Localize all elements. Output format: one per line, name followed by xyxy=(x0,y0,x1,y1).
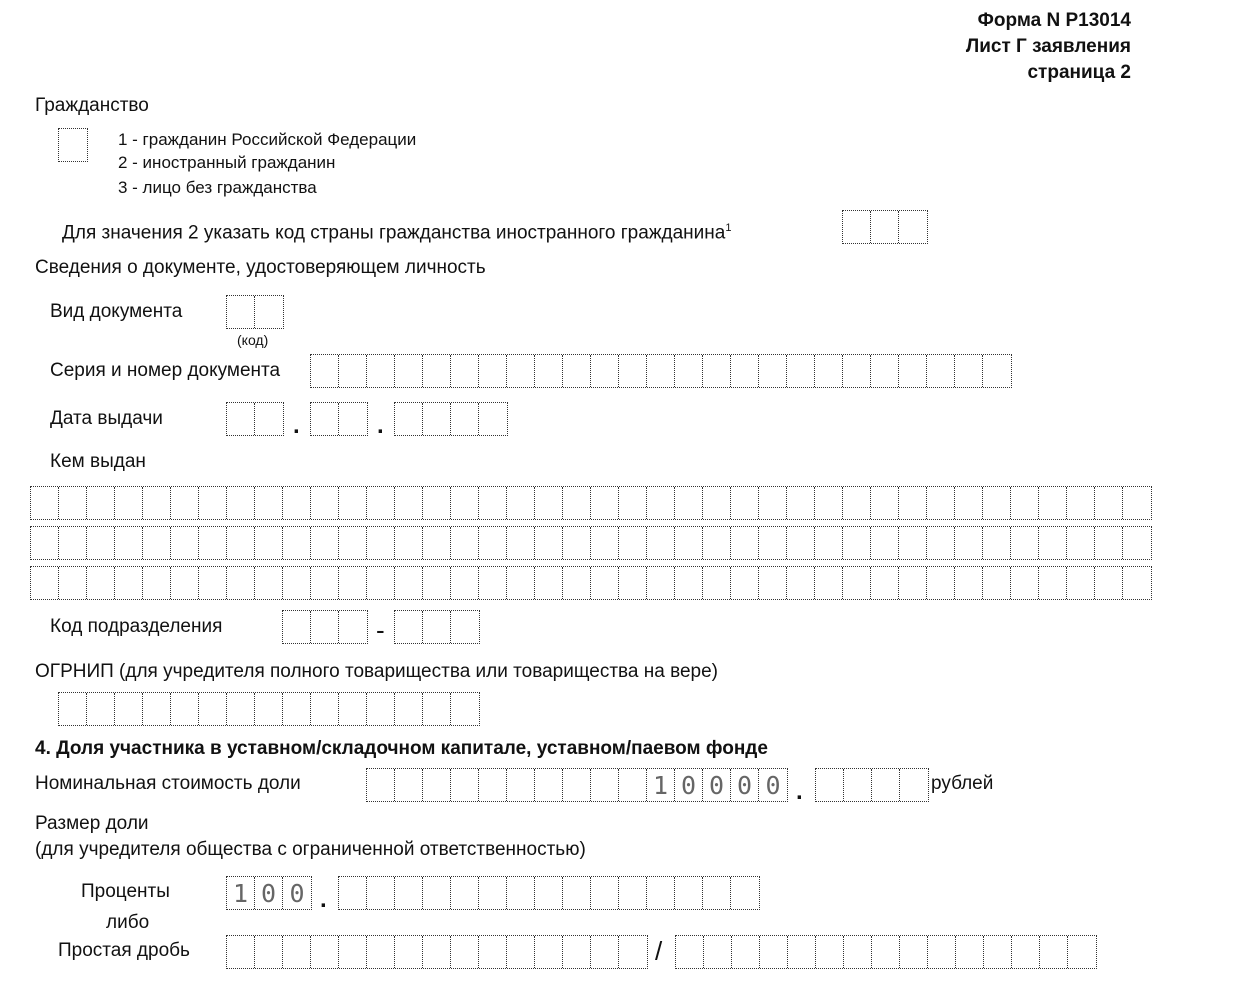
input-cell[interactable] xyxy=(507,936,535,968)
input-cell[interactable] xyxy=(704,936,732,968)
input-cell[interactable] xyxy=(395,355,423,387)
input-cell[interactable] xyxy=(1067,567,1095,599)
input-cell[interactable]: 0 xyxy=(765,770,781,800)
input-cell[interactable] xyxy=(59,129,87,161)
input-cell[interactable] xyxy=(367,877,395,909)
input-cell[interactable] xyxy=(283,527,311,559)
series-number-boxes[interactable] xyxy=(310,354,1012,388)
input-cell[interactable] xyxy=(451,355,479,387)
share-section-title: 4. Доля участника в уставном/складочном капитале, уставном/паевом фонде xyxy=(35,738,768,759)
input-cell[interactable] xyxy=(871,487,899,519)
input-cell[interactable] xyxy=(451,527,479,559)
fraction-numerator-boxes[interactable] xyxy=(226,935,648,969)
input-cell[interactable] xyxy=(983,527,1011,559)
doc-type-label: Вид документа xyxy=(50,301,183,322)
input-cell[interactable] xyxy=(423,487,451,519)
input-cell[interactable] xyxy=(563,877,591,909)
division-code-boxes-1[interactable] xyxy=(282,610,368,644)
input-cell[interactable] xyxy=(227,403,255,435)
input-cell[interactable] xyxy=(815,527,843,559)
input-cell[interactable] xyxy=(619,936,647,968)
country-code-boxes[interactable] xyxy=(842,210,928,244)
input-cell[interactable] xyxy=(591,527,619,559)
input-cell[interactable] xyxy=(87,487,115,519)
input-cell[interactable] xyxy=(732,936,760,968)
input-cell[interactable] xyxy=(731,527,759,559)
input-cell[interactable]: 1 xyxy=(647,769,675,801)
input-cell[interactable] xyxy=(759,487,787,519)
issue-day-boxes[interactable] xyxy=(226,402,284,436)
input-cell[interactable] xyxy=(395,611,423,643)
input-cell[interactable] xyxy=(619,877,647,909)
input-cell[interactable] xyxy=(535,487,563,519)
input-cell[interactable] xyxy=(87,527,115,559)
input-cell[interactable] xyxy=(479,527,507,559)
input-cell[interactable] xyxy=(59,487,87,519)
issue-date-label: Дата выдачи xyxy=(50,408,163,429)
input-cell[interactable] xyxy=(619,567,647,599)
input-cell[interactable] xyxy=(1068,936,1096,968)
fraction-slash: / xyxy=(655,936,663,966)
input-cell[interactable] xyxy=(479,936,507,968)
input-cell[interactable] xyxy=(871,527,899,559)
input-cell[interactable] xyxy=(283,487,311,519)
input-cell[interactable] xyxy=(899,567,927,599)
percent-label: Проценты xyxy=(81,881,170,902)
input-cell[interactable] xyxy=(535,936,563,968)
input-cell[interactable] xyxy=(255,567,283,599)
input-cell[interactable] xyxy=(1012,936,1040,968)
input-cell[interactable] xyxy=(1011,567,1039,599)
input-cell[interactable]: 0 xyxy=(289,878,305,908)
input-cell[interactable] xyxy=(703,487,731,519)
citizenship-option-2: 2 - иностранный гражданин xyxy=(118,153,336,172)
sheet-title: Лист Г заявления xyxy=(965,36,1131,57)
input-cell[interactable] xyxy=(647,877,675,909)
input-cell[interactable] xyxy=(787,567,815,599)
input-cell[interactable] xyxy=(479,567,507,599)
input-cell[interactable] xyxy=(955,355,983,387)
input-cell[interactable] xyxy=(367,693,395,725)
input-cell[interactable] xyxy=(451,769,479,801)
input-cell[interactable] xyxy=(143,693,171,725)
input-cell[interactable] xyxy=(59,527,87,559)
input-cell[interactable] xyxy=(759,355,787,387)
input-cell[interactable] xyxy=(1040,936,1068,968)
input-cell[interactable] xyxy=(31,567,59,599)
input-cell[interactable] xyxy=(227,693,255,725)
input-cell[interactable] xyxy=(311,403,339,435)
input-cell[interactable] xyxy=(647,487,675,519)
input-cell[interactable] xyxy=(900,936,928,968)
input-cell[interactable] xyxy=(395,487,423,519)
nominal-value-fraction-boxes[interactable] xyxy=(815,768,929,802)
input-cell[interactable] xyxy=(451,567,479,599)
currency-label: рублей xyxy=(931,773,994,794)
input-cell[interactable] xyxy=(871,355,899,387)
input-cell[interactable] xyxy=(619,355,647,387)
input-cell[interactable] xyxy=(1095,567,1123,599)
input-cell[interactable] xyxy=(927,567,955,599)
input-cell[interactable] xyxy=(507,769,535,801)
input-cell[interactable] xyxy=(1011,487,1039,519)
percent-fraction-boxes[interactable] xyxy=(338,876,760,910)
input-cell[interactable] xyxy=(844,936,872,968)
input-cell[interactable]: 1 xyxy=(227,877,255,909)
input-cell[interactable] xyxy=(367,567,395,599)
input-cell[interactable] xyxy=(1039,487,1067,519)
input-cell[interactable] xyxy=(87,693,115,725)
input-cell[interactable] xyxy=(423,936,451,968)
input-cell[interactable] xyxy=(395,936,423,968)
input-cell[interactable] xyxy=(759,567,787,599)
input-cell[interactable] xyxy=(199,567,227,599)
input-cell[interactable] xyxy=(339,355,367,387)
input-cell[interactable] xyxy=(844,769,872,801)
input-cell[interactable] xyxy=(983,487,1011,519)
input-cell[interactable] xyxy=(563,567,591,599)
input-cell[interactable] xyxy=(787,487,815,519)
input-cell[interactable] xyxy=(31,487,59,519)
input-cell[interactable] xyxy=(395,693,423,725)
input-cell[interactable] xyxy=(311,487,339,519)
input-cell[interactable] xyxy=(675,355,703,387)
input-cell[interactable] xyxy=(647,355,675,387)
nominal-value-label: Номинальная стоимость доли xyxy=(35,773,301,794)
input-cell[interactable] xyxy=(927,487,955,519)
fraction-denominator-boxes[interactable] xyxy=(675,935,1097,969)
input-cell[interactable] xyxy=(395,567,423,599)
input-cell[interactable] xyxy=(283,936,311,968)
country-code-label: Для значения 2 указать код страны гражданства иностранного гражданина$^1$ xyxy=(62,222,732,244)
input-cell[interactable] xyxy=(843,211,871,243)
date-separator-2: . xyxy=(377,412,384,439)
input-cell[interactable] xyxy=(199,487,227,519)
input-cell[interactable] xyxy=(423,769,451,801)
input-cell[interactable] xyxy=(451,403,479,435)
input-cell[interactable] xyxy=(703,567,731,599)
input-cell[interactable] xyxy=(171,487,199,519)
input-cell[interactable] xyxy=(311,567,339,599)
input-cell[interactable] xyxy=(1123,487,1151,519)
input-cell[interactable] xyxy=(619,487,647,519)
or-label: либо xyxy=(106,912,150,933)
input-cell[interactable] xyxy=(760,936,788,968)
input-cell[interactable] xyxy=(423,877,451,909)
share-size-note: (для учредителя общества с ограниченной ответственностью) xyxy=(35,839,586,860)
input-cell[interactable] xyxy=(647,527,675,559)
input-cell[interactable] xyxy=(1123,527,1151,559)
division-code-dash: - xyxy=(376,615,385,645)
input-cell[interactable] xyxy=(339,487,367,519)
input-cell[interactable]: 0 xyxy=(255,877,283,909)
input-cell[interactable] xyxy=(815,355,843,387)
input-cell[interactable] xyxy=(927,527,955,559)
input-cell[interactable] xyxy=(1039,527,1067,559)
input-cell[interactable] xyxy=(255,527,283,559)
input-cell[interactable] xyxy=(87,567,115,599)
input-cell[interactable] xyxy=(983,355,1011,387)
input-cell[interactable] xyxy=(507,355,535,387)
input-cell[interactable] xyxy=(451,693,479,725)
percent-decimal-separator: . xyxy=(320,886,327,913)
page-number: страница 2 xyxy=(1027,62,1131,83)
input-cell[interactable] xyxy=(955,527,983,559)
input-cell[interactable] xyxy=(115,693,143,725)
input-cell[interactable] xyxy=(1067,487,1095,519)
input-cell[interactable] xyxy=(591,769,619,801)
input-cell[interactable] xyxy=(227,936,255,968)
input-cell[interactable] xyxy=(227,527,255,559)
input-cell[interactable] xyxy=(955,487,983,519)
input-cell[interactable] xyxy=(227,567,255,599)
input-cell[interactable] xyxy=(227,487,255,519)
input-cell[interactable] xyxy=(143,567,171,599)
input-cell[interactable] xyxy=(983,567,1011,599)
input-cell[interactable] xyxy=(535,877,563,909)
input-cell[interactable] xyxy=(395,877,423,909)
input-cell[interactable] xyxy=(115,487,143,519)
input-cell[interactable] xyxy=(367,936,395,968)
input-cell[interactable] xyxy=(31,527,59,559)
input-cell[interactable] xyxy=(1095,487,1123,519)
input-cell[interactable] xyxy=(675,567,703,599)
input-cell[interactable] xyxy=(759,527,787,559)
input-cell[interactable] xyxy=(507,527,535,559)
citizenship-box[interactable] xyxy=(58,128,88,162)
input-cell[interactable] xyxy=(451,611,479,643)
input-cell[interactable]: 0 xyxy=(675,769,703,801)
input-cell[interactable] xyxy=(591,355,619,387)
input-cell[interactable] xyxy=(871,211,899,243)
input-cell[interactable] xyxy=(423,611,451,643)
citizenship-option-1: 1 - гражданин Российской Федерации xyxy=(118,130,417,149)
input-cell[interactable] xyxy=(507,487,535,519)
input-cell[interactable] xyxy=(563,769,591,801)
input-cell[interactable] xyxy=(311,611,339,643)
input-cell[interactable] xyxy=(843,567,871,599)
input-cell[interactable] xyxy=(1123,567,1151,599)
input-cell[interactable] xyxy=(816,769,844,801)
input-cell[interactable] xyxy=(984,936,1012,968)
input-cell[interactable] xyxy=(1039,567,1067,599)
ogrnip-boxes[interactable] xyxy=(58,692,480,726)
input-cell[interactable] xyxy=(479,403,507,435)
input-cell[interactable] xyxy=(451,936,479,968)
issued-by-boxes-row-3[interactable] xyxy=(30,566,1152,600)
input-cell[interactable] xyxy=(703,877,731,909)
input-cell[interactable] xyxy=(423,693,451,725)
input-cell[interactable]: 0 xyxy=(731,769,759,801)
input-cell[interactable] xyxy=(367,769,395,801)
input-cell[interactable] xyxy=(788,936,816,968)
input-cell[interactable] xyxy=(1011,527,1039,559)
input-cell[interactable] xyxy=(899,355,927,387)
input-cell[interactable] xyxy=(731,567,759,599)
input-cell[interactable] xyxy=(843,487,871,519)
issue-year-boxes[interactable] xyxy=(394,402,508,436)
share-size-label: Размер доли xyxy=(35,813,149,834)
input-cell[interactable] xyxy=(815,567,843,599)
input-cell[interactable] xyxy=(675,527,703,559)
input-cell[interactable] xyxy=(423,567,451,599)
input-cell[interactable] xyxy=(787,527,815,559)
input-cell[interactable] xyxy=(591,567,619,599)
citizenship-label: Гражданство xyxy=(35,95,149,116)
input-cell[interactable] xyxy=(675,877,703,909)
input-cell[interactable] xyxy=(535,527,563,559)
input-cell[interactable] xyxy=(199,527,227,559)
input-cell[interactable] xyxy=(255,403,283,435)
input-cell[interactable] xyxy=(423,527,451,559)
input-cell[interactable] xyxy=(927,355,955,387)
input-cell[interactable] xyxy=(535,567,563,599)
input-cell[interactable] xyxy=(535,355,563,387)
input-cell[interactable] xyxy=(255,487,283,519)
input-cell[interactable] xyxy=(451,487,479,519)
input-cell[interactable] xyxy=(675,487,703,519)
input-cell[interactable] xyxy=(59,693,87,725)
input-cell[interactable] xyxy=(619,527,647,559)
input-cell[interactable] xyxy=(843,527,871,559)
input-cell[interactable] xyxy=(507,877,535,909)
citizenship-option-3: 3 - лицо без гражданства xyxy=(118,178,317,197)
input-cell[interactable] xyxy=(591,877,619,909)
nominal-decimal-separator: . xyxy=(796,778,803,805)
input-cell[interactable] xyxy=(676,936,704,968)
input-cell[interactable] xyxy=(591,487,619,519)
input-cell[interactable] xyxy=(199,693,227,725)
input-cell[interactable] xyxy=(928,936,956,968)
input-cell[interactable] xyxy=(815,487,843,519)
series-number-label: Серия и номер документа xyxy=(50,360,281,381)
doc-type-hint: (код) xyxy=(237,332,269,348)
input-cell[interactable] xyxy=(843,355,871,387)
input-cell[interactable] xyxy=(871,567,899,599)
percent-integer-boxes[interactable] xyxy=(226,876,312,910)
input-cell[interactable] xyxy=(1067,527,1095,559)
input-cell[interactable] xyxy=(339,693,367,725)
input-cell[interactable] xyxy=(283,567,311,599)
input-cell[interactable] xyxy=(731,877,759,909)
input-cell[interactable] xyxy=(395,527,423,559)
issued-by-label: Кем выдан xyxy=(50,451,146,472)
input-cell[interactable] xyxy=(143,527,171,559)
footnote-mark: 1 xyxy=(725,222,732,234)
input-cell[interactable] xyxy=(395,403,423,435)
input-cell[interactable] xyxy=(731,355,759,387)
input-cell[interactable] xyxy=(479,487,507,519)
input-cell[interactable] xyxy=(367,487,395,519)
input-cell[interactable] xyxy=(339,567,367,599)
doc-type-boxes[interactable] xyxy=(226,295,284,329)
division-code-label: Код подразделения xyxy=(50,616,223,637)
input-cell[interactable] xyxy=(563,527,591,559)
input-cell[interactable] xyxy=(339,611,367,643)
nominal-value-integer-boxes[interactable] xyxy=(366,768,788,802)
ogrnip-label: ОГРНИП (для учредителя полного товарищества или товарищества на вере) xyxy=(35,661,718,682)
input-cell[interactable] xyxy=(619,769,647,801)
input-cell[interactable] xyxy=(787,355,815,387)
input-cell[interactable] xyxy=(171,527,199,559)
division-code-boxes-2[interactable] xyxy=(394,610,480,644)
issue-month-boxes[interactable] xyxy=(310,402,368,436)
input-cell[interactable] xyxy=(283,611,311,643)
input-cell[interactable] xyxy=(507,567,535,599)
input-cell[interactable] xyxy=(255,936,283,968)
input-cell[interactable] xyxy=(395,769,423,801)
input-cell[interactable] xyxy=(143,487,171,519)
input-cell[interactable] xyxy=(563,936,591,968)
input-cell[interactable] xyxy=(283,693,311,725)
input-cell[interactable] xyxy=(563,355,591,387)
issued-by-boxes-row-1[interactable] xyxy=(30,486,1152,520)
issued-by-boxes-row-2[interactable] xyxy=(30,526,1152,560)
input-cell[interactable] xyxy=(899,211,927,243)
input-cell[interactable] xyxy=(59,567,87,599)
input-cell[interactable] xyxy=(171,567,199,599)
input-cell[interactable] xyxy=(115,527,143,559)
input-cell[interactable] xyxy=(900,769,928,801)
identity-doc-section-label: Сведения о документе, удостоверяющем личность xyxy=(35,257,486,278)
input-cell[interactable] xyxy=(367,527,395,559)
input-cell[interactable] xyxy=(703,527,731,559)
input-cell[interactable] xyxy=(816,936,844,968)
input-cell[interactable] xyxy=(591,936,619,968)
input-cell[interactable] xyxy=(647,567,675,599)
simple-fraction-label: Простая дробь xyxy=(58,940,190,961)
input-cell[interactable] xyxy=(339,403,367,435)
input-cell[interactable] xyxy=(367,355,395,387)
input-cell[interactable] xyxy=(479,877,507,909)
input-cell[interactable] xyxy=(423,355,451,387)
input-cell[interactable] xyxy=(311,936,339,968)
input-cell[interactable] xyxy=(115,567,143,599)
input-cell[interactable] xyxy=(423,403,451,435)
input-cell[interactable] xyxy=(1095,527,1123,559)
input-cell[interactable] xyxy=(956,936,984,968)
input-cell[interactable] xyxy=(311,527,339,559)
input-cell[interactable] xyxy=(171,693,199,725)
input-cell[interactable] xyxy=(955,567,983,599)
input-cell[interactable] xyxy=(339,877,367,909)
input-cell[interactable]: 0 xyxy=(703,769,731,801)
input-cell[interactable] xyxy=(872,936,900,968)
input-cell[interactable] xyxy=(479,355,507,387)
input-cell[interactable] xyxy=(479,769,507,801)
input-cell[interactable] xyxy=(899,487,927,519)
form-number: Форма N Р13014 xyxy=(977,10,1131,31)
input-cell[interactable] xyxy=(563,487,591,519)
input-cell[interactable] xyxy=(255,296,283,328)
date-separator-1: . xyxy=(293,412,300,439)
input-cell[interactable] xyxy=(339,936,367,968)
input-cell[interactable] xyxy=(703,355,731,387)
input-cell[interactable] xyxy=(535,769,563,801)
input-cell[interactable] xyxy=(227,296,255,328)
input-cell[interactable] xyxy=(731,487,759,519)
input-cell[interactable] xyxy=(899,527,927,559)
input-cell[interactable] xyxy=(872,769,900,801)
input-cell[interactable] xyxy=(311,355,339,387)
input-cell[interactable] xyxy=(339,527,367,559)
input-cell[interactable] xyxy=(451,877,479,909)
input-cell[interactable] xyxy=(311,693,339,725)
input-cell[interactable] xyxy=(255,693,283,725)
